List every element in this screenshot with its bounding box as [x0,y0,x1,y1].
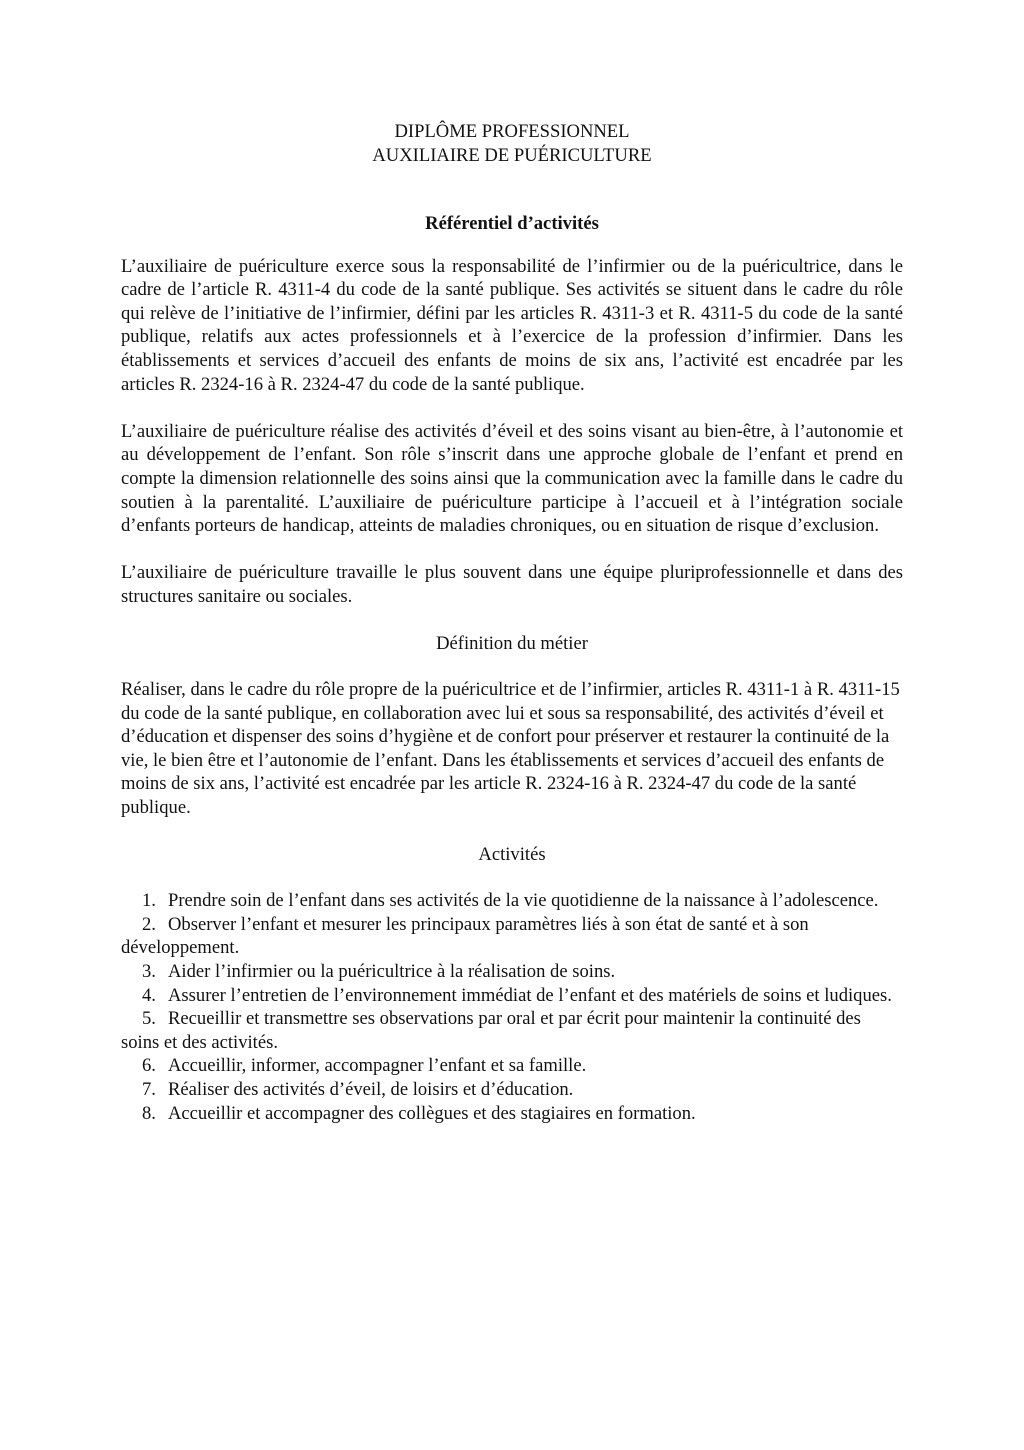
list-item-number: 5. [142,1008,156,1030]
intro-section [121,255,903,609]
definition-heading: Définition du métier [436,632,588,654]
list-item [121,1078,903,1102]
document-title [121,120,903,168]
list-item-text: Accueillir et accompagner des collègues et des stagiaires en formation. [168,1102,696,1124]
list-item-text: Recueillir et transmettre ses observations par oral et par écrit pour maintenir la continuité des soins et des activités. [121,1008,861,1053]
list-item-number: 8. [142,1102,156,1124]
list-item-text: Assurer l’entretien de l’environnement immédiat de l’enfant et des matériels de soins et ludiques. [168,984,892,1006]
list-item-text: Prendre soin de l’enfant dans ses activités de la vie quotidienne de la naissance à l’adolescence. [168,890,879,912]
intro-paragraph-1: L’auxiliaire de puériculture exerce sous la responsabilité de l’infirmier ou de la puéricultrice, dans le cadre de l’article R. 4311-4 du code de la santé publique. Ses activités se situent dans le cadre du rôle qui relève de l’initiative de l’infirmier, défini par les articles R. 4311-3 et R. 4311-5 du code de la santé publique, relatifs aux actes professionnels et à l’exercice de la profession d’infirmier. Dans les établissements et services d’accueil des enfants de moins de six ans, l’activité est encadrée par les articles R. 2324-16 à R. 2324-47 du code de la santé publique. [121,255,903,395]
list-item-number: 1. [142,890,156,912]
list-item [121,1007,903,1054]
list-item-number: 3. [142,961,156,983]
list-item [121,913,903,960]
activities-section [121,843,903,1126]
list-item-number: 6. [142,1055,156,1077]
list-item [121,889,903,913]
list-item-text: Aider l’infirmier ou la puéricultrice à la réalisation de soins. [168,961,616,983]
list-item-number: 4. [142,984,156,1006]
document-title-line-2: AUXILIAIRE DE PUÉRICULTURE [372,145,652,166]
list-item-text: Observer l’enfant et mesurer les principaux paramètres liés à son état de santé et à son développement. [121,913,809,959]
list-item-text: Accueillir, informer, accompagner l’enfant et sa famille. [168,1055,587,1077]
definition-section [121,632,903,820]
page-content [121,120,903,1125]
intro-paragraph-3: L’auxiliaire de puériculture travaille le plus souvent dans une équipe pluriprofessionnelle et dans des structures sanitaire ou sociales. [121,562,903,607]
list-item [121,984,903,1008]
activities-list [121,889,903,1125]
list-item-text: Réaliser des activités d’éveil, de loisirs et d’éducation. [168,1079,574,1100]
list-item [121,1054,903,1078]
list-item-number: 7. [142,1079,156,1100]
document-subtitle: Référentiel d’activités [425,213,599,234]
list-item [121,960,903,984]
list-item [121,1102,903,1126]
list-item-number: 2. [142,913,156,935]
definition-text: Réaliser, dans le cadre du rôle propre de la puéricultrice et de l’infirmier, articles R. 4311-1 à R. 4311-15 du code de la santé publique, en collaboration avec lui et sous sa responsabilité, des activités d’éveil et d’éducation et dispenser des soins d’hygiène et de confort pour préserver et restaurer la continuité de la vie, le bien être et l’autonomie de l’enfant. Dans les établissements et services d’accueil des enfants de moins de six ans, l’activité est encadrée par les article R. 2324-16 à R. 2324-47 du code de la santé publique. [121,679,900,819]
activities-heading: Activités [478,843,546,865]
document-title-line-1: DIPLÔME PROFESSIONNEL [394,121,630,142]
intro-paragraph-2: L’auxiliaire de puériculture réalise des activités d’éveil et des soins visant au bien-être, à l’autonomie et au développement de l’enfant. Son rôle s’inscrit dans une approche globale de l’enfant et prend en compte la dimension relationnelle des soins ainsi que la communication avec la famille dans le cadre du soutien à la parentalité. L’auxiliaire de puériculture participe à l’accueil et à l’intégration sociale d’enfants porteurs de handicap, atteints de maladies chroniques, ou en situation de risque d’exclusion. [121,420,903,537]
